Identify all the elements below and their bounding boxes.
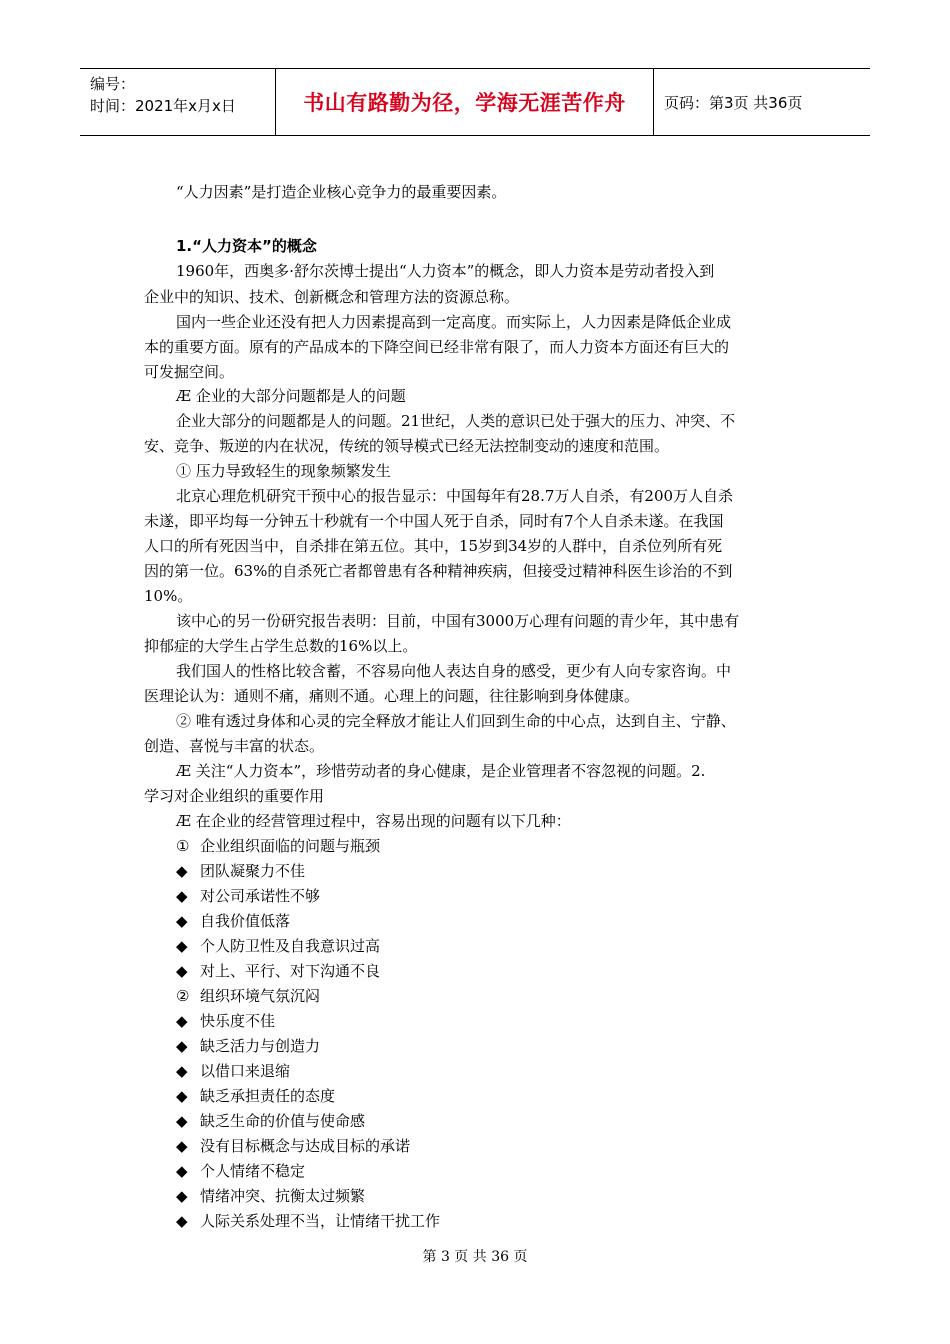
time-label: 时间：2021年x月x日 [90, 97, 236, 115]
list-item [176, 1111, 365, 1131]
paragraph-line: 未遂，即平均每一分钟五十秒就有一个中国人死于自杀，同时有7个人自杀未遂。在我国 [144, 512, 724, 530]
diamond-bullet-icon: ◆ [176, 1037, 188, 1055]
list-item [176, 836, 380, 856]
paragraph-line: 1960年，西奥多·舒尔茨博士提出“人力资本”的概念，即人力资本是劳动者投入到 [176, 262, 715, 280]
list-item [176, 1086, 335, 1106]
list-item [176, 886, 320, 906]
list-item-text: 组织环境气氛沉闷 [200, 987, 321, 1005]
diamond-bullet-icon: ◆ [176, 1162, 188, 1180]
list-item [176, 961, 380, 981]
list-item [176, 986, 320, 1006]
diamond-bullet-icon: ◆ [176, 1187, 188, 1205]
paragraph-line: 10%。 [144, 587, 193, 605]
list-item-text: 缺乏生命的价值与使命感 [200, 1112, 366, 1130]
list-item-text: 个人防卫性及自我意识过高 [200, 937, 381, 955]
diamond-bullet-icon: ◆ [176, 1212, 188, 1230]
paragraph-line: 抑郁症的大学生占学生总数的16%以上。 [144, 637, 418, 655]
list-item-text: 个人情绪不稳定 [200, 1162, 306, 1180]
paragraph-line: 该中心的另一份研究报告表明：目前，中国有3000万心理有问题的青少年，其中患有 [176, 612, 740, 630]
header-page-info: 页码：第3页 共36页 [664, 93, 803, 112]
list-item-text: 快乐度不佳 [200, 1012, 276, 1030]
paragraph-line: Æ 在企业的经营管理过程中，容易出现的问题有以下几种： [176, 812, 571, 830]
list-item-text: 企业组织面临的问题与瓶颈 [200, 837, 381, 855]
list-item [176, 1211, 440, 1231]
paragraph-line: 创造、喜悦与丰富的状态。 [144, 737, 325, 755]
list-item-text: 情绪冲突、抗衡太过频繁 [200, 1187, 366, 1205]
header-meta [80, 69, 276, 135]
paragraph-line: 学习对企业组织的重要作用 [144, 787, 325, 805]
paragraph-line: 安、竞争、叛逆的内在状况，传统的领导模式已经无法控制变动的速度和范围。 [144, 437, 670, 455]
subheading: Æ 企业的大部分问题都是人的问题 [176, 387, 406, 405]
list-item-text: 缺乏活力与创造力 [200, 1037, 321, 1055]
paragraph-line: 人口的所有死因当中，自杀排在第五位。其中，15岁到34岁的人群中，自杀位列所有死 [144, 537, 723, 555]
list-item-text: 缺乏承担责任的态度 [200, 1087, 336, 1105]
page-footer: 第 3 页 共 36 页 [422, 1249, 528, 1265]
diamond-bullet-icon: ◆ [176, 1087, 188, 1105]
diamond-bullet-icon: ◆ [176, 1062, 188, 1080]
list-item [176, 1136, 410, 1156]
list-number-marker: ② [176, 987, 190, 1005]
list-item [176, 861, 305, 881]
paragraph-line: 企业大部分的问题都是人的问题。21世纪，人类的意识已处于强大的压力、冲突、不 [176, 412, 736, 430]
list-item-text: 对公司承诺性不够 [200, 887, 321, 905]
list-item [176, 936, 380, 956]
subheading: ① 压力导致轻生的现象频繁发生 [176, 462, 391, 480]
list-item [176, 1036, 320, 1056]
list-item [176, 1011, 275, 1031]
list-item-text: 自我价值低落 [200, 912, 291, 930]
paragraph-line: ② 唯有透过身体和心灵的完全释放才能让人们回到生命的中心点，达到自主、宁静、 [176, 712, 736, 730]
paragraph-line: 本的重要方面。原有的产品成本的下降空间已经非常有限了，而人力资本方面还有巨大的 [144, 338, 730, 356]
header-motto: 书山有路勤为径，学海无涯苦作舟 [276, 69, 654, 135]
diamond-bullet-icon: ◆ [176, 862, 188, 880]
list-item-text: 对上、平行、对下沟通不良 [200, 962, 381, 980]
paragraph-line: “人力因素”是打造企业核心竞争力的最重要因素。 [176, 183, 507, 201]
number-label: 编号： [90, 75, 136, 93]
paragraph-line: 因的第一位。63%的自杀死亡者都曾患有各种精神疾病，但接受过精神科医生诊治的不到 [144, 562, 733, 580]
diamond-bullet-icon: ◆ [176, 937, 188, 955]
paragraph-line: 医理论认为：通则不痛，痛则不通。心理上的问题，往往影响到身体健康。 [144, 687, 640, 705]
list-item-text: 人际关系处理不当，让情绪干扰工作 [200, 1212, 441, 1230]
list-item [176, 911, 290, 931]
diamond-bullet-icon: ◆ [176, 1112, 188, 1130]
diamond-bullet-icon: ◆ [176, 912, 188, 930]
diamond-bullet-icon: ◆ [176, 1012, 188, 1030]
paragraph-line: 国内一些企业还没有把人力因素提高到一定高度。而实际上，人力因素是降低企业成 [176, 313, 732, 331]
list-number-marker: ① [176, 837, 190, 855]
list-item-text: 团队凝聚力不佳 [200, 862, 306, 880]
paragraph-line: Æ 关注“人力资本”，珍惜劳动者的身心健康，是企业管理者不容忽视的问题。2. [176, 762, 706, 780]
diamond-bullet-icon: ◆ [176, 962, 188, 980]
paragraph-line: 我们国人的性格比较含蓄，不容易向他人表达自身的感受，更少有人向专家咨询。中 [176, 662, 732, 680]
list-item [176, 1186, 365, 1206]
paragraph-line: 可发掘空间。 [144, 363, 235, 381]
list-item-text: 以借口来退缩 [200, 1062, 291, 1080]
list-item [176, 1061, 290, 1081]
diamond-bullet-icon: ◆ [176, 1137, 188, 1155]
document-header [80, 68, 870, 136]
section-heading: 1.“人力资本”的概念 [176, 237, 317, 255]
paragraph-line: 企业中的知识、技术、创新概念和管理方法的资源总称。 [144, 288, 520, 306]
list-item [176, 1161, 305, 1181]
list-item-text: 没有目标概念与达成目标的承诺 [200, 1137, 411, 1155]
paragraph-line: 北京心理危机研究干预中心的报告显示：中国每年有28.7万人自杀，有200万人自杀 [176, 487, 734, 505]
diamond-bullet-icon: ◆ [176, 887, 188, 905]
